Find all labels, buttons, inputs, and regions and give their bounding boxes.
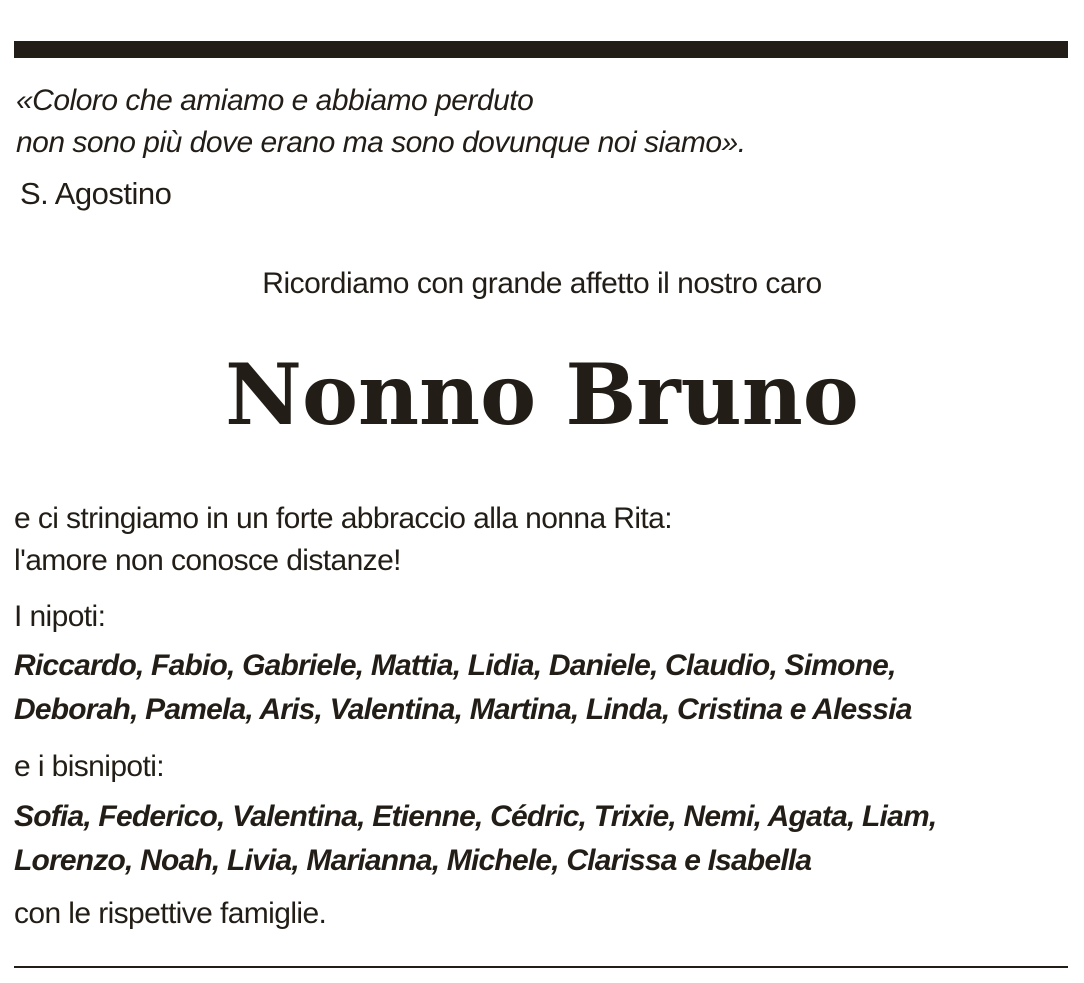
bisnipoti-names: [14, 795, 936, 883]
quote: [16, 80, 746, 164]
deceased-name: Nonno Bruno: [225, 345, 859, 444]
nipoti-names: [14, 644, 912, 732]
nipoti-label: I nipoti:: [14, 600, 106, 633]
bisnipoti-names-line-1: Sofia, Federico, Valentina, Etienne, Cédric, Trixie, Nemi, Agata, Liam,: [14, 800, 937, 833]
closing-text: con le rispettive famiglie.: [14, 897, 327, 930]
embrace-line-2: l'amore non conosce distanze!: [14, 544, 401, 577]
bottom-rule: [14, 966, 1068, 968]
nipoti-names-line-1: Riccardo, Fabio, Gabriele, Mattia, Lidia, Daniele, Claudio, Simone,: [14, 649, 896, 682]
nipoti-names-line-2: Deborah, Pamela, Aris, Valentina, Martina, Linda, Cristina e Alessia: [14, 693, 912, 726]
embrace-text: [14, 498, 672, 582]
bisnipoti-names-line-2: Lorenzo, Noah, Livia, Marianna, Michele, Clarissa e Isabella: [14, 844, 812, 877]
quote-line-1: «Coloro che amiamo e abbiamo perduto: [16, 84, 534, 117]
top-rule: [14, 41, 1068, 58]
bisnipoti-label: e i bisnipoti:: [14, 750, 165, 783]
intro-text: Ricordiamo con grande affetto il nostro caro: [262, 267, 822, 300]
quote-line-2: non sono più dove erano ma sono dovunque noi siamo».: [16, 126, 746, 159]
quote-author: S. Agostino: [20, 176, 172, 211]
embrace-line-1: e ci stringiamo in un forte abbraccio alla nonna Rita:: [14, 502, 672, 535]
